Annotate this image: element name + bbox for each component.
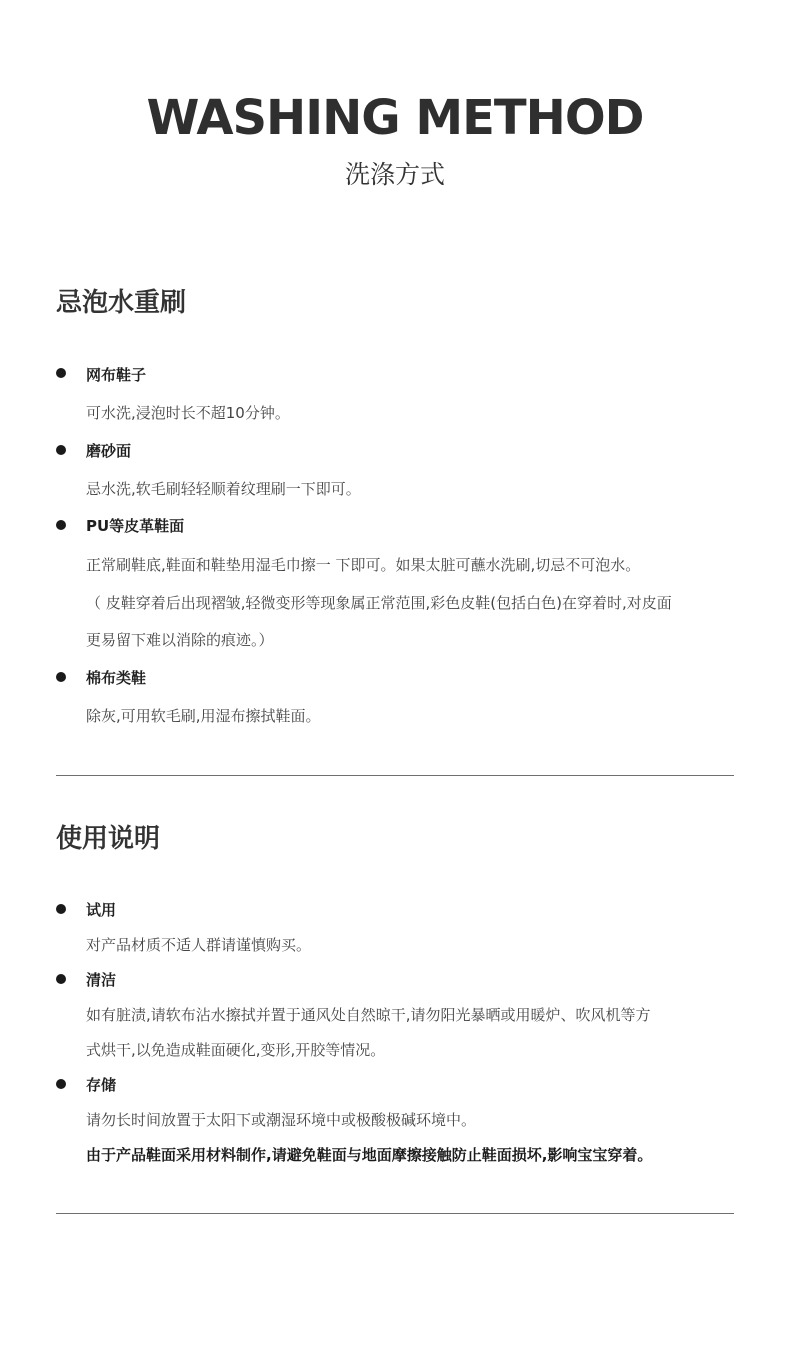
bullet-icon [56, 904, 66, 914]
section-instructions [56, 822, 734, 856]
item-text: 式烘干,以免造成鞋面硬化,变形,开胶等情况。 [86, 1041, 386, 1059]
section-title: 使用说明 [56, 824, 161, 854]
item-text: 对产品材质不适人群请谨慎购买。 [86, 936, 312, 954]
item-text: 更易留下难以消除的痕迹。） [86, 631, 274, 649]
item-title: 试用 [86, 901, 117, 919]
item-text: 正常刷鞋底,鞋面和鞋垫用湿毛巾擦一 下即可。如果太脏可蘸水洗刷,切忌不可泡水。 [86, 556, 641, 574]
item-title: 网布鞋子 [86, 366, 147, 384]
item-text: 忌水洗,软毛刷轻轻顺着纹理刷一下即可。 [86, 480, 361, 498]
section-divider [56, 775, 734, 776]
item-title: 存储 [86, 1076, 117, 1094]
section-no-soaking [56, 286, 734, 320]
bullet-icon [56, 672, 66, 682]
item-title: PU等皮革鞋面 [86, 517, 185, 535]
section-divider [56, 1213, 734, 1214]
bullet-icon [56, 368, 66, 378]
bullet-icon [56, 1079, 66, 1089]
item-text: （ 皮鞋穿着后出现褶皱,轻微变形等现象属正常范围,彩色皮鞋(包括白色)在穿着时,对皮面 [86, 594, 672, 612]
item-title: 清洁 [86, 971, 117, 989]
item-text: 可水洗,浸泡时长不超10分钟。 [86, 404, 290, 422]
item-title: 棉布类鞋 [86, 669, 147, 687]
bullet-icon [56, 974, 66, 984]
page-title-cn: 洗涤方式 [344, 160, 445, 189]
item-emphasis-text: 由于产品鞋面采用材料制作,请避免鞋面与地面摩擦接触防止鞋面损坏,影响宝宝穿着。 [86, 1146, 653, 1164]
item-title: 磨砂面 [86, 442, 132, 460]
item-text: 请勿长时间放置于太阳下或潮湿环境中或极酸极碱环境中。 [86, 1111, 477, 1129]
page-title-en: WASHING METHOD [146, 90, 644, 146]
bullet-icon [56, 520, 66, 530]
item-text: 除灰,可用软毛刷,用湿布擦拭鞋面。 [86, 707, 321, 725]
item-text: 如有脏渍,请软布沾水擦拭并置于通风处自然晾干,请勿阳光暴晒或用暖炉、吹风机等方 [86, 1006, 651, 1024]
bullet-icon [56, 445, 66, 455]
page-header [0, 88, 790, 192]
section-title: 忌泡水重刷 [56, 288, 187, 318]
